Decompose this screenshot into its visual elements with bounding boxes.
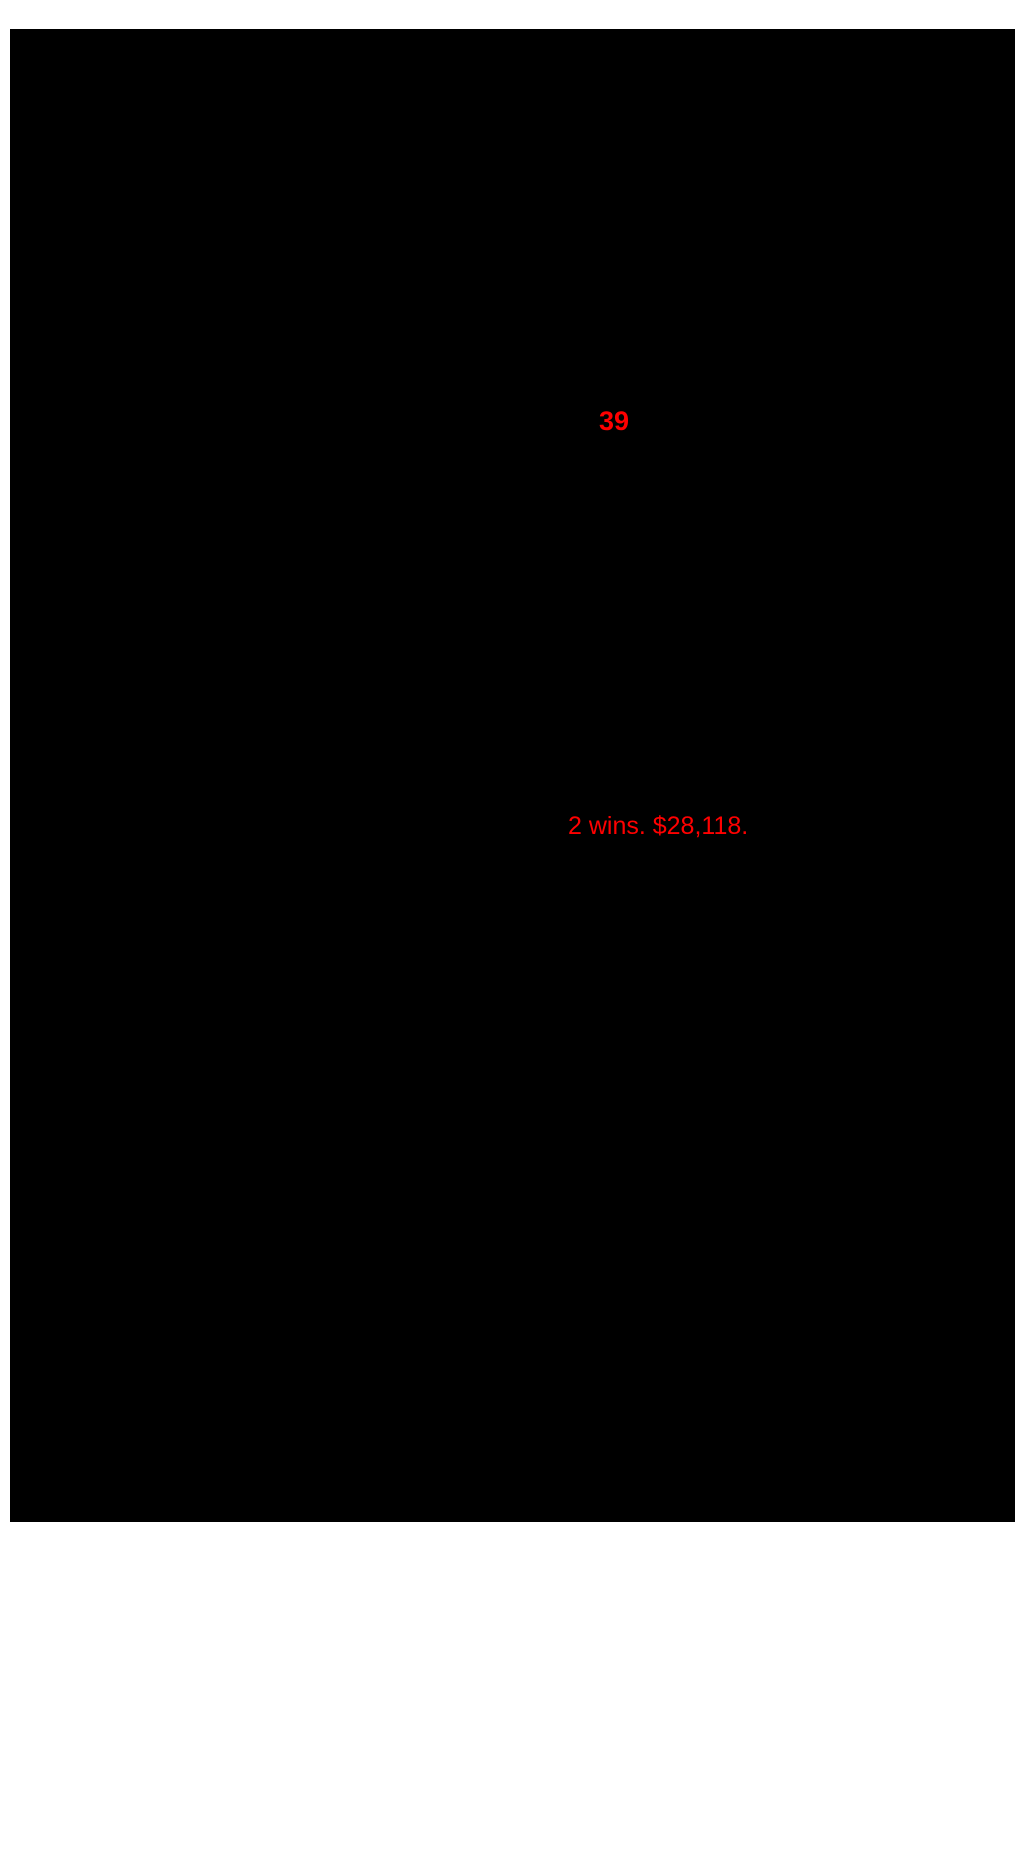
wins-and-earnings-text: 2 wins. $28,118. [568,812,749,840]
score-value-text: 39 [599,406,630,436]
game-screen[interactable] [10,29,1015,1522]
